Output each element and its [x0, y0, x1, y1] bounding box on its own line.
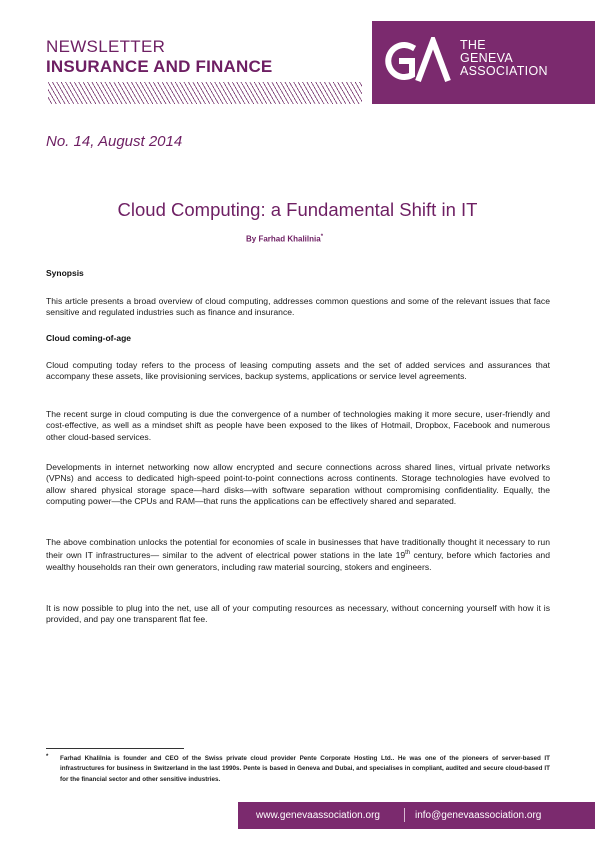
- byline-footnote-mark: *: [320, 234, 324, 240]
- newsletter-label: NEWSLETTER: [46, 37, 166, 56]
- newsletter-topic: INSURANCE AND FINANCE: [46, 57, 273, 76]
- paragraph-2: The recent surge in cloud computing is due the convergence of a number of technologies making it more secure, user-friendly and cost-effective, as well as a mindset shift as people have been exposed to the likes of Hotmail, Dropbox, Facebook and numerous other cloud-based services.: [46, 409, 550, 442]
- geneva-association-logo: [372, 21, 595, 104]
- paragraph-4-part-a: The above combination unlocks the potential for economies of scale in businesses that have traditionally thought it necessary to run their own IT infrastructures— similar to the advent of electrical power stations in the late 19: [46, 537, 550, 561]
- footnote-text: Farhad Khalilnia is founder and CEO of the Swiss private cloud provider Pente Corporate Hosting Ltd.. He was one of the pioneers of server-based IT infrastructures for business in Switzerland in the last 1990s. Pente is based in Geneva and Dubai, and specialises in compliant, audited and secure cloud-based IT for the financial sector and other sensitive industries.: [60, 755, 550, 783]
- footnote-divider: [46, 748, 184, 749]
- logo-text-line3: ASSOCIATION: [460, 64, 548, 78]
- email-link[interactable]: info@genevaassociation.org: [415, 810, 542, 821]
- issue-number: No. 14, August 2014: [46, 133, 183, 150]
- logo-text-line1: THE: [460, 38, 486, 52]
- author-name: By Farhad Khalilnia: [246, 234, 321, 244]
- footer-bar: [238, 802, 595, 829]
- paragraph-3: Developments in internet networking now allow encrypted and secure connections across shared lines, virtual private networks (VPNs) and access to dedicated high-speed point-to-point connections across continents. Storage technologies have evolved to allow shared physical storage space—hard disks—with software separation without compromising confidentiality. Equally, the computing power—the CPUs and RAM—that runs the applications can be effectively shared and separated.: [46, 462, 550, 507]
- paragraph-4: [46, 537, 550, 573]
- section-heading: Cloud coming-of-age: [46, 333, 131, 343]
- article-title: Cloud Computing: a Fundamental Shift in IT: [117, 199, 478, 220]
- paragraph-1: Cloud computing today refers to the process of leasing computing assets and the set of added services and assurances that accompany these assets, like provisioning services, backup systems, applications or service level agreements.: [46, 360, 550, 382]
- byline: [246, 234, 323, 244]
- decorative-hatch: [48, 82, 362, 104]
- logo-text-line2: GENEVA: [460, 51, 513, 65]
- footnote-mark: *: [46, 754, 49, 760]
- ga-logo-mark-icon: [382, 37, 452, 85]
- footer-divider: [404, 808, 405, 822]
- synopsis-paragraph: This article presents a broad overview of cloud computing, addresses common questions and some of the relevant issues that face sensitive and regulated industries such as finance and insurance.: [46, 296, 550, 318]
- synopsis-heading: Synopsis: [46, 268, 84, 278]
- website-link[interactable]: www.genevaassociation.org: [256, 810, 380, 821]
- superscript-th: th: [405, 550, 411, 557]
- paragraph-4-part-b: century, before which factories and wealthy households ran their own generators, including raw material sourcing, stokers and engineers.: [46, 550, 550, 572]
- paragraph-5: It is now possible to plug into the net, use all of your computing resources as necessary, without concerning yourself with how it is provided, and pay one transparent flat fee.: [46, 603, 550, 625]
